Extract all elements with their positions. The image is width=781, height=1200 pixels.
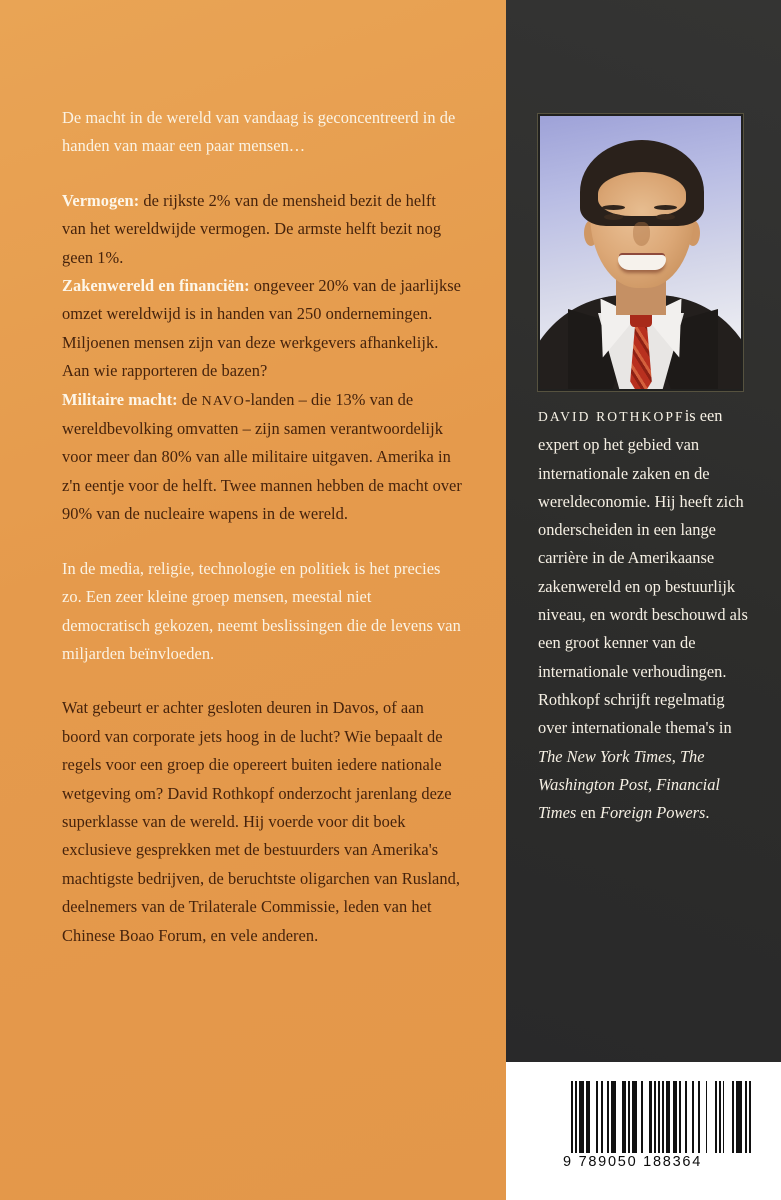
blurb-bullet-vermogen — [62, 187, 462, 272]
blurb-paragraph-davos: Wat gebeurt er achter gesloten deuren in Davos, of aan boord van corporate jets hoog in de lucht? Wie bepaalt de regels voor een groep die opereert buiten iedere nationale wetgeving om? David Rothkopf onderzocht jarenlang deze superklasse van de wereld. Hij voerde voor dit boek exclusieve gesprekken met de bestuurders van Amerika's machtigste bedrijven, de beruchtste oligarchen van Rusland, deelnemers van de Trilaterale Commissie, leden van het Chinese Boao Forum, en vele anderen. — [62, 698, 461, 945]
blurb-intro-paragraph: De macht in de wereld van vandaag is geconcentreerd in de handen van maar een paar mensen… — [62, 108, 456, 156]
portrait-eye-right — [656, 214, 675, 220]
portrait-smile — [618, 255, 666, 270]
author-bio-end: . — [705, 803, 710, 823]
acronym-navo: NAVO — [201, 392, 245, 409]
publication-separator-3: en — [576, 803, 600, 823]
dark-background-panel — [506, 0, 781, 1062]
portrait-eyebrow-left — [602, 205, 625, 210]
author-bio-text: is een expert op het gebied van internationale zaken en de wereldeconomie. Hij heeft zich onderscheiden in een lange carrière in de Amerikaanse zakenwereld en op bestuurlijk niveau, en wordt beschouwd als een groot kenner van de internationale verhoudingen. Rothkopf schrijft regelmatig over internationale thema's in — [538, 406, 748, 738]
author-portrait-photo — [540, 116, 741, 389]
author-bio-block — [538, 402, 750, 827]
portrait-eye-left — [604, 214, 623, 220]
barcode-bars — [571, 1081, 751, 1153]
bullet-body-vermogen: de rijkste 2% van de mensheid bezit de helft van het wereldwijde vermogen. De armste helft bezit nog geen 1%. — [62, 190, 442, 267]
publication-financial-times: Financial Times — [538, 774, 720, 823]
bullet-body-militaire-before: de — [177, 389, 202, 409]
publication-separator-1: , — [671, 746, 680, 766]
barcode-digits: 9 789050 188364 — [563, 1154, 702, 1170]
blurb-paragraph-media: In de media, religie, technologie en politiek is het precies zo. Een zeer kleine groep mensen, meestal niet democratisch gekozen, neemt beslissingen die de levens van miljarden beïnvloeden. — [62, 558, 461, 663]
bullet-lead-in-zakenwereld: Zakenwereld en financiën: — [62, 276, 250, 296]
author-name: DAVID ROTHKOPF — [538, 409, 685, 424]
blurb-bullet-militaire-macht — [62, 386, 462, 529]
blurb-bullet-zakenwereld — [62, 272, 462, 386]
barcode-area — [506, 1062, 781, 1200]
publication-washington-post: The Washington Post — [538, 746, 705, 794]
author-photo-frame — [538, 114, 743, 391]
portrait-nose — [633, 222, 650, 246]
isbn-barcode — [571, 1081, 751, 1153]
publication-foreign-powers: Foreign Powers — [599, 803, 706, 823]
bullet-body-zakenwereld: ongeveer 20% van de jaarlijkse omzet wereldwijd is in handen van 250 ondernemingen. Miljoenen mensen zijn van deze werkgevers afhankelijk. Aan wie rapporteren de bazen? — [62, 276, 461, 381]
back-cover-blurb — [62, 104, 462, 950]
bullet-body-militaire-after: -landen – die 13% van de wereldbevolking omvatten – zijn samen verantwoordelijk voor meer dan 80% van alle militaire uitgaven. Amerika in z'n eentje voor de helft. Twee mannen hebben de macht over 90% van de nucleaire wapens in de wereld. — [62, 389, 462, 524]
bullet-lead-in-vermogen: Vermogen: — [62, 190, 140, 210]
author-bio-paragraph — [538, 402, 750, 827]
publication-new-york-times: The New York Times — [538, 746, 672, 766]
bullet-lead-in-militaire-macht: Militaire macht: — [62, 389, 178, 409]
portrait-eyebrow-right — [654, 205, 677, 210]
publication-separator-2: , — [648, 774, 657, 794]
